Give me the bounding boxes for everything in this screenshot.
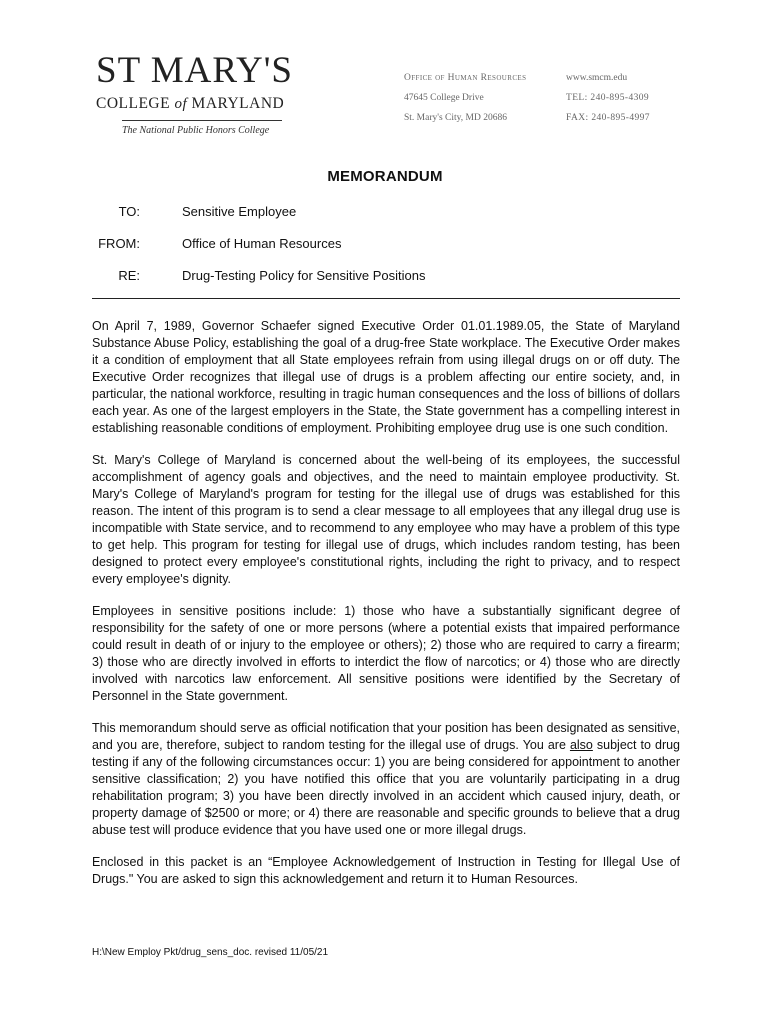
footer-file-path: H:\New Employ Pkt/drug_sens_doc. revised 11/05/21 (92, 947, 329, 958)
logo-college-pre: COLLEGE (96, 95, 171, 112)
logo-college-of: of (174, 96, 188, 112)
memo-body (92, 318, 680, 903)
logo-college-post: MARYLAND (191, 95, 285, 112)
notification-text-b: subject to drug testing if any of the following circumstances occur: 1) you are being considered for appointment to another sensitive classification; 2) you have notified this office that you are voluntarily participating in a drug rehabilitation program; 3) you have been directly involved in an accident which caused injury, death, or property damage of $2500 or more; or 4) there are reasonable and specific grounds to believe that a drug abuse test will produce evidence that you have used one or more illegal drugs. (92, 738, 681, 837)
letterhead-contact (566, 68, 650, 128)
to-label: TO: (118, 204, 140, 219)
from-label: FROM: (98, 236, 140, 251)
logo-college (96, 95, 296, 113)
re-label: RE: (118, 268, 140, 283)
office-city: St. Mary's City, MD 20686 (404, 113, 507, 123)
logo-divider (122, 120, 282, 121)
paragraph-sensitive-positions: Employees in sensitive positions include: 1) those who have a substantially significant degree of responsibility for the safety of one or more persons (where a potential exists that impaired performance could result in death of or injury to the employee or others); 2) those who are required to carry a firearm; 3) those who are directly involved in efforts to interdict the flow of narcotics; or 4) those who are directly involved with narcotics law enforcement. All sensitive positions were identified by the Secretary of Personnel in the State government. (92, 604, 680, 703)
header-divider (92, 298, 680, 299)
contact-fax: FAX: 240-895-4997 (566, 113, 650, 123)
logo-name: ST MARY'S (96, 50, 293, 91)
office-name: Office of Human Resources (404, 73, 527, 83)
notification-underlined-word: also (569, 738, 593, 752)
paragraph-notification (92, 720, 680, 839)
paragraph-college-program: St. Mary's College of Maryland is concerned about the well-being of its employees, the successful accomplishment of agency goals and objectives, and the need to maintain employee productivity. St. Mary's College of Maryland's program for testing for the illegal use of drugs was established for this reason. The intent of this program is to send a clear message to all employees that any illegal drug use is incompatible with State service, and to recommend to any employee who may have a problem of this type to get help. This program for testing for illegal use of drugs, which includes random testing, has been designed to protect every employee's constitutional rights, including the right to privacy, and to respect every employee's dignity. (92, 453, 680, 586)
from-value: Office of Human Resources (182, 236, 342, 251)
college-logo (96, 52, 296, 136)
logo-tagline: The National Public Honors College (122, 125, 270, 136)
to-value: Sensitive Employee (182, 204, 297, 219)
contact-website: www.smcm.edu (566, 73, 628, 83)
letterhead-office-address (404, 68, 526, 128)
paragraph-executive-order: On April 7, 1989, Governor Schaefer signed Executive Order 01.01.1989.05, the State of Maryland Substance Abuse Policy, establishing the goal of a drug-free State workplace. The Executive Order makes it a condition of employment that all State employees refrain from using illegal drugs on or off duty. The Executive Order recognizes that illegal use of drugs is a problem affecting our entire society, and, in particular, the national workforce, resulting in tragic human consequences and the loss of billions of dollars each year. As one of the largest employers in the State, the State government has a compelling interest in establishing reasonable conditions of employment. Prohibiting employee drug use is one such condition. (92, 319, 680, 435)
contact-tel: TEL: 240-895-4309 (566, 93, 650, 103)
re-value: Drug-Testing Policy for Sensitive Positions (182, 268, 426, 283)
office-street: 47645 College Drive (404, 93, 484, 103)
memo-title: MEMORANDUM (327, 168, 443, 185)
notification-text-a: This memorandum should serve as official notification that your position has been designated as sensitive, and you are, therefore, subject to random testing for the illegal use of drugs. You are (92, 721, 680, 752)
paragraph-enclosure: Enclosed in this packet is an “Employee Acknowledgement of Instruction in Testing for Illegal Use of Drugs." You are asked to sign this acknowledgement and return it to Human Resources. (92, 855, 680, 886)
